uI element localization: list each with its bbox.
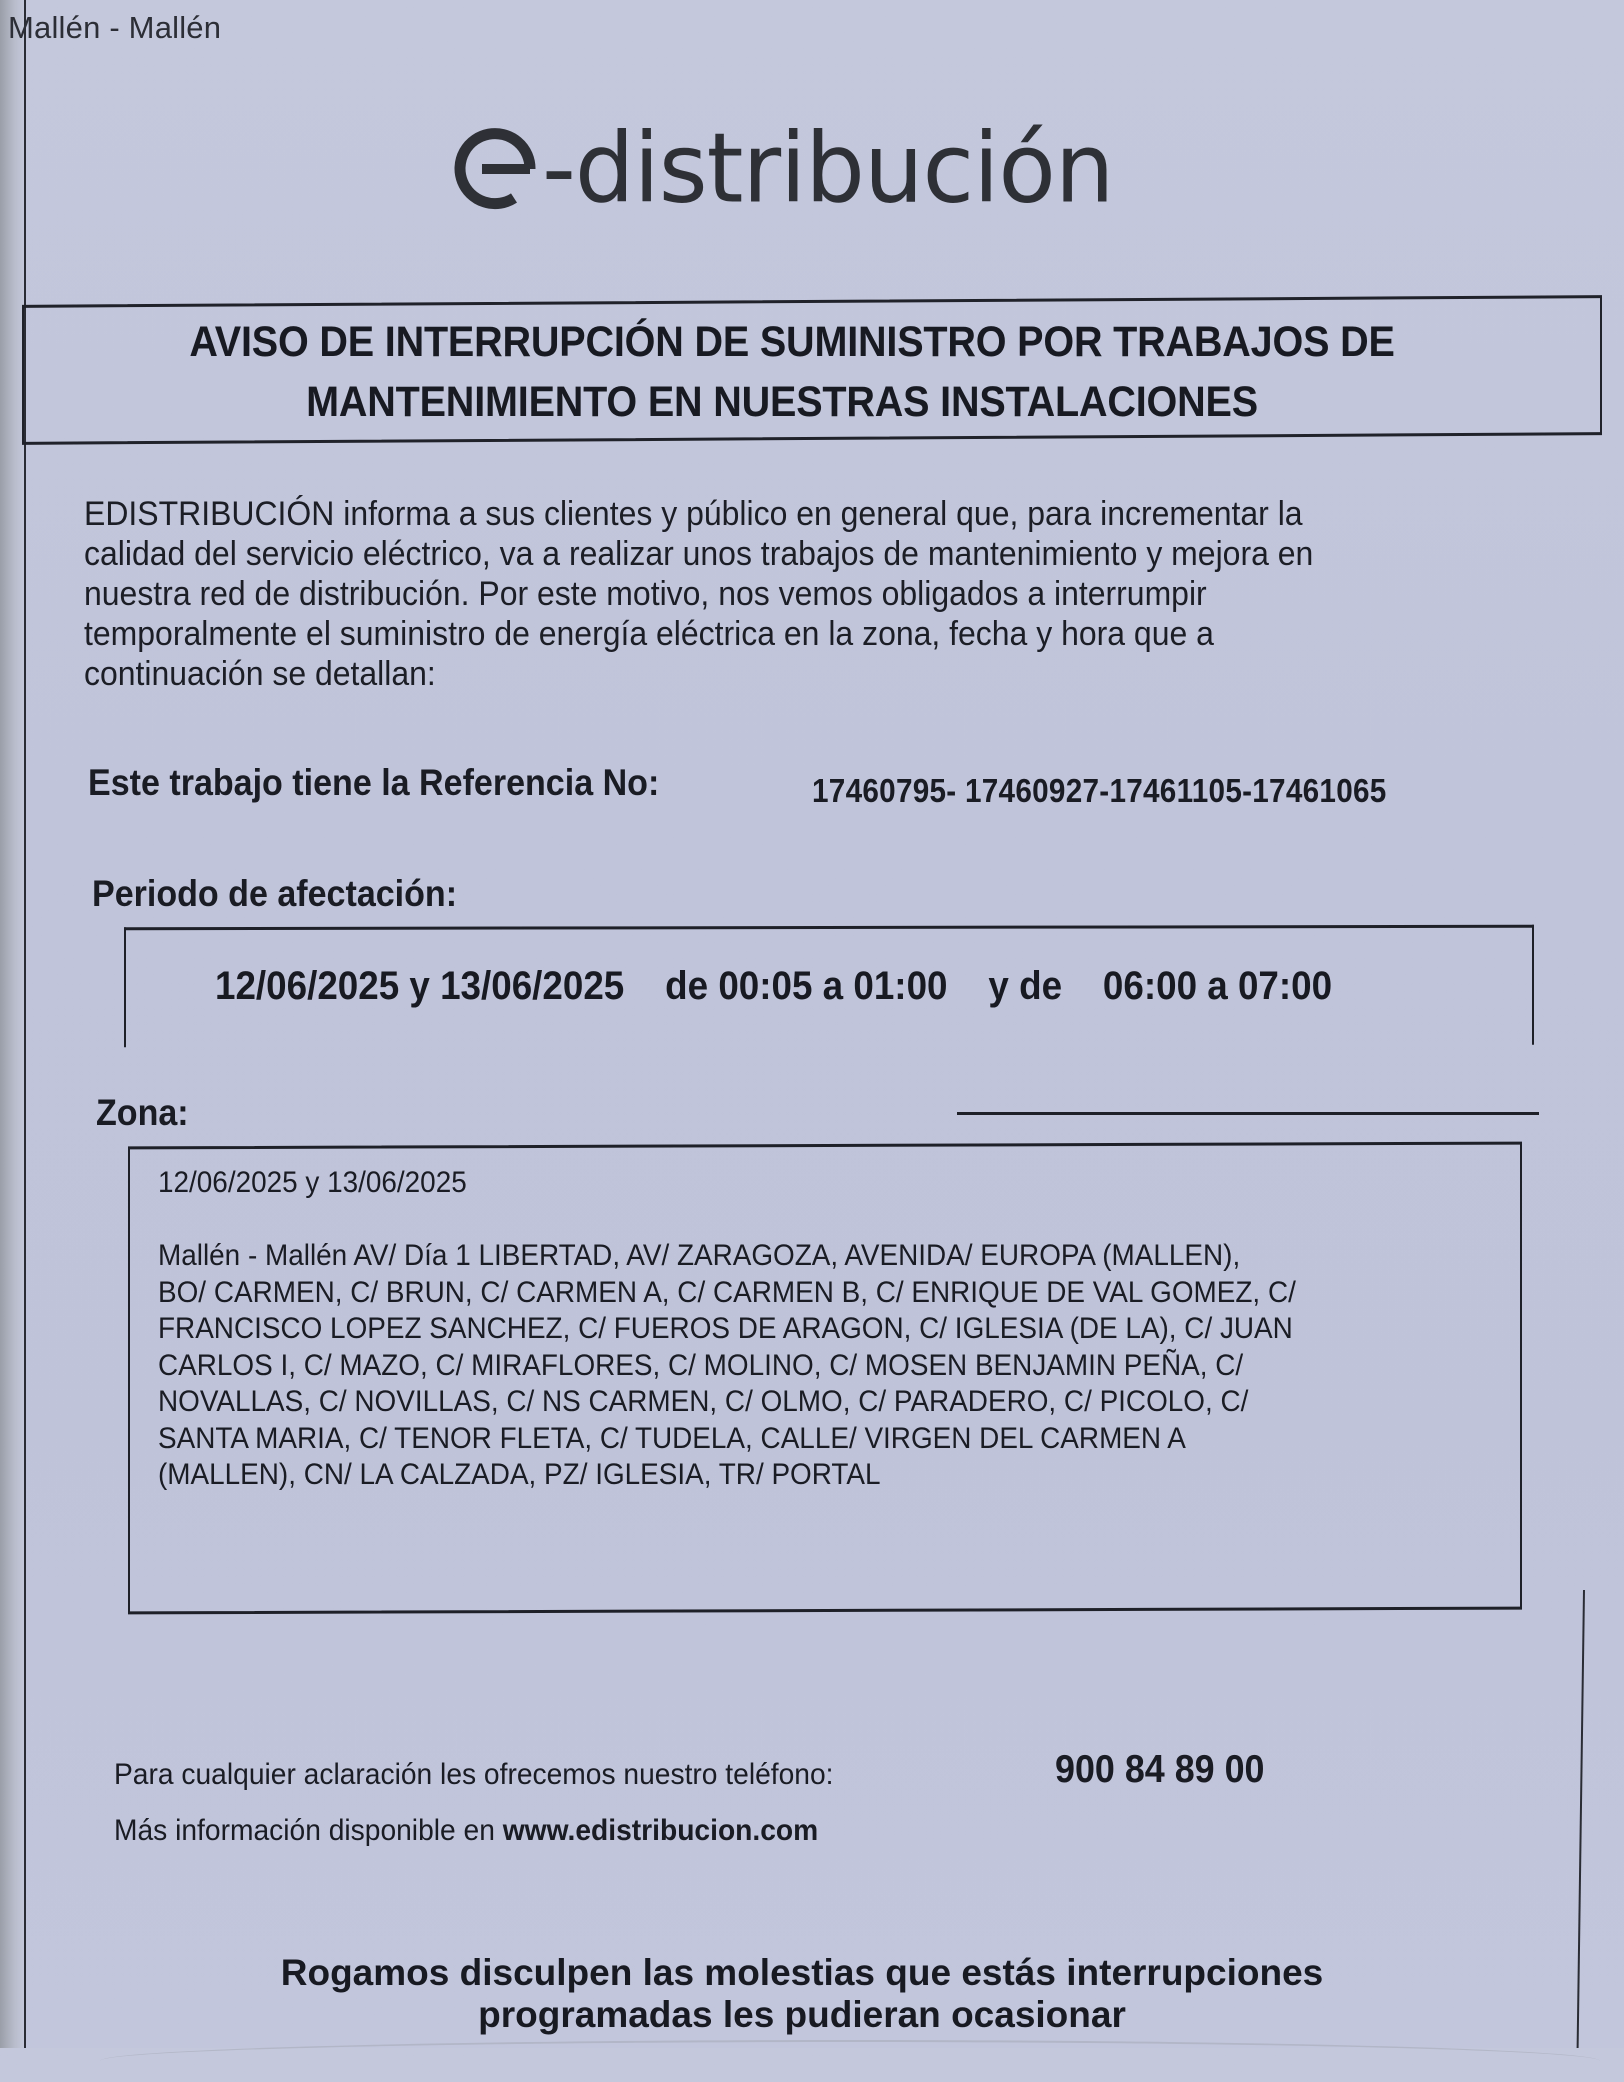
period-dates-times: 12/06/2025 y 13/06/2025 de 00:05 a 01:00 y de 06:00 a 07:00 (215, 964, 1333, 1008)
intro-line: nuestra red de distribución. Por este motivo, nos vemos obligados a interrumpir (84, 575, 1207, 613)
zone-date: 12/06/2025 y 13/06/2025 (158, 1166, 467, 1199)
intro-line: calidad del servicio eléctrico, va a realizar unos trabajos de mantenimiento y mejora en (84, 535, 1314, 573)
notice-title-line-1: AVISO DE INTERRUPCIÓN DE SUMINISTRO POR TRABAJOS DE (189, 318, 1395, 366)
paper-left-edge (0, 0, 24, 2048)
street-line: Mallén - Mallén AV/ Día 1 LIBERTAD, AV/ ZARAGOZA, AVENIDA/ EUROPA (MALLEN), (158, 1239, 1241, 1272)
notice-title-line-2: MANTENIMIENTO EN NUESTRAS INSTALACIONES (306, 378, 1258, 426)
intro-paragraph (84, 494, 1400, 694)
phone-label: Para cualquier aclaración les ofrecemos nuestro teléfono: (114, 1758, 834, 1791)
street-line: CARLOS I, C/ MAZO, C/ MIRAFLORES, C/ MOLINO, C/ MOSEN BENJAMIN PEÑA, C/ (158, 1348, 1244, 1382)
closing-line-1: Rogamos disculpen las molestias que estás interrupciones (280, 1952, 1324, 1993)
street-line: BO/ CARMEN, C/ BRUN, C/ CARMEN A, C/ CARMEN B, C/ ENRIQUE DE VAL GOMEZ, C/ (158, 1275, 1296, 1309)
location-label: Mallén - Mallén (8, 10, 222, 45)
intro-line: EDISTRIBUCIÓN informa a sus clientes y público en general que, para incrementar la (84, 495, 1303, 533)
street-line: SANTA MARIA, C/ TENOR FLETA, C/ TUDELA, CALLE/ VIRGEN DEL CARMEN A (158, 1421, 1186, 1455)
period-label: Periodo de afectación: (92, 873, 458, 914)
paper-bottom-curl (100, 2040, 1600, 2082)
intro-line: continuación se detallan: (84, 655, 436, 693)
reference-numbers: 17460795- 17460927-17461105-17461065 (812, 772, 1387, 809)
zone-divider (957, 1112, 1539, 1115)
e-distribucion-logo (452, 114, 1113, 224)
more-info-prefix: Más información disponible en (114, 1814, 503, 1847)
zone-label: Zona: (96, 1092, 189, 1133)
website-link[interactable]: www.edistribucion.com (502, 1814, 819, 1847)
e-letter-logo-icon (452, 126, 538, 212)
closing-line-2: programadas les pudieran ocasionar (478, 1994, 1126, 2035)
zone-street-list (158, 1238, 1432, 1494)
intro-line: temporalmente el suministro de energía eléctrica en la zona, fecha y hora que a (84, 615, 1214, 653)
logo-wordmark: -distribución (542, 113, 1114, 225)
reference-label: Este trabajo tiene la Referencia No: (88, 762, 660, 803)
street-line: NOVALLAS, C/ NOVILLAS, C/ NS CARMEN, C/ OLMO, C/ PARADERO, C/ PICOLO, C/ (158, 1385, 1249, 1418)
phone-number: 900 84 89 00 (1055, 1748, 1265, 1791)
street-line: (MALLEN), CN/ LA CALZADA, PZ/ IGLESIA, TR/ PORTAL (158, 1458, 881, 1491)
street-line: FRANCISCO LOPEZ SANCHEZ, C/ FUEROS DE ARAGON, C/ IGLESIA (DE LA), C/ JUAN (158, 1312, 1293, 1345)
more-info-line (114, 1814, 818, 1848)
